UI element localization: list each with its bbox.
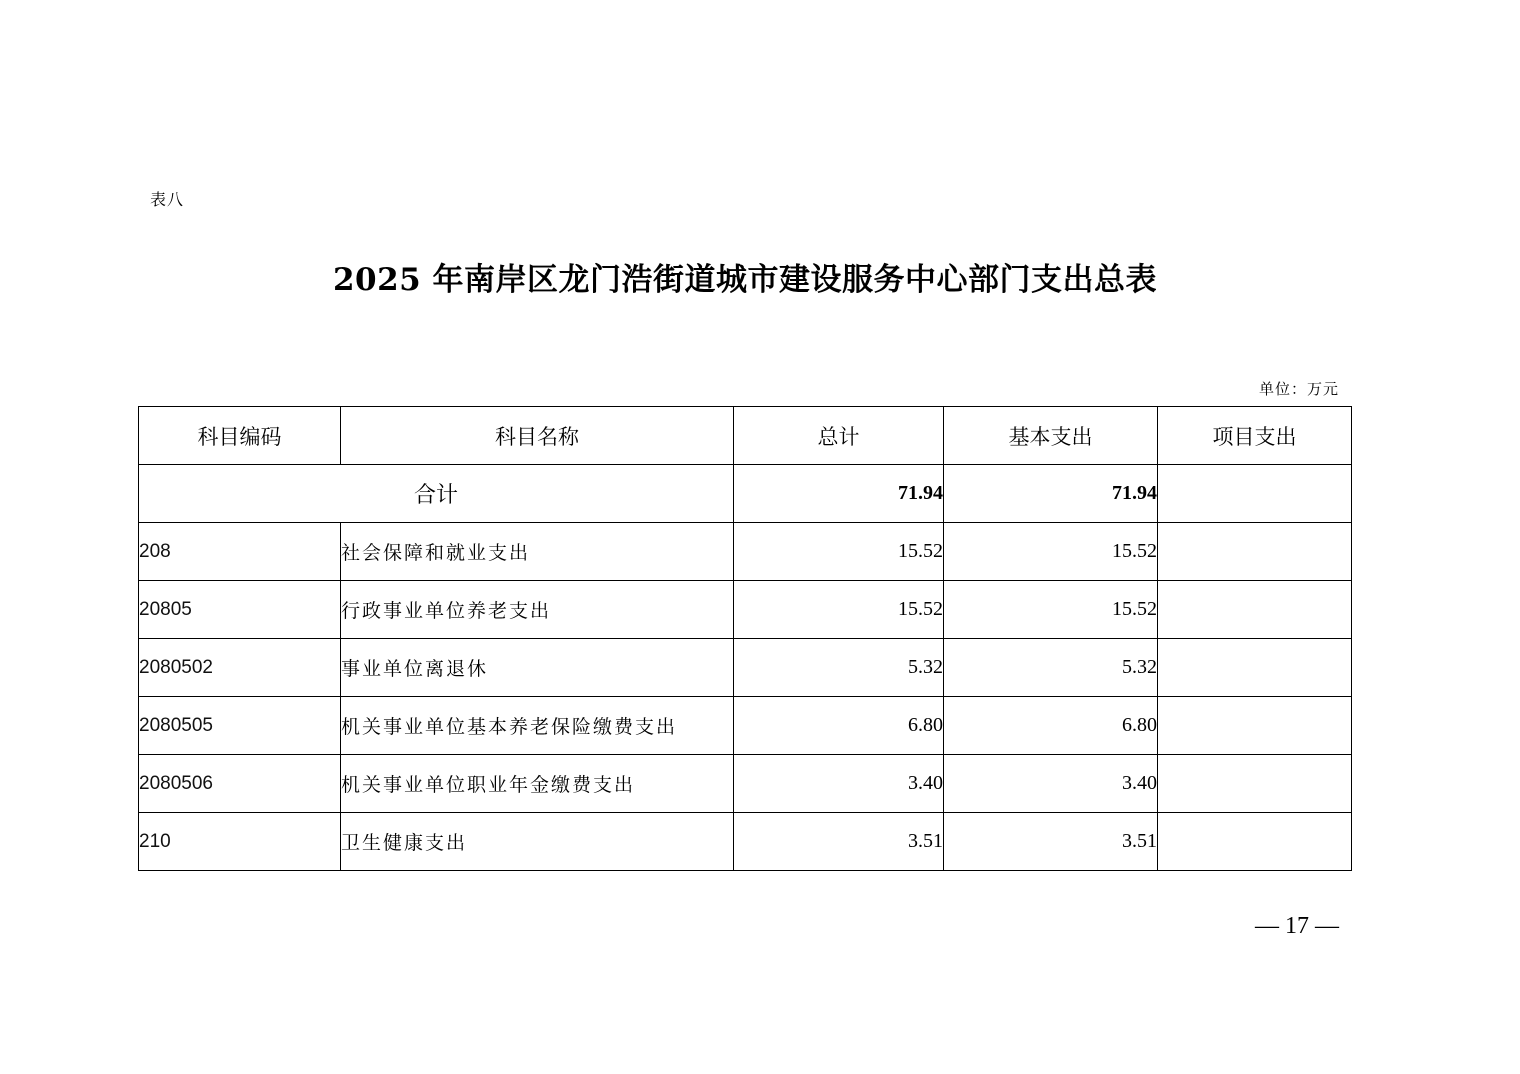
unit-label: 单位：万元 xyxy=(1258,380,1339,398)
name-cell: 卫生健康支出 xyxy=(341,813,734,871)
column-header-basic: 基本支出 xyxy=(944,407,1158,465)
code-cell: 20805 xyxy=(139,581,341,639)
total-cell: 3.40 xyxy=(734,755,944,813)
table-row xyxy=(139,639,1352,697)
project-cell xyxy=(1158,465,1352,523)
basic-cell: 15.52 xyxy=(944,523,1158,581)
total-cell: 71.94 xyxy=(734,465,944,523)
column-header-project: 项目支出 xyxy=(1158,407,1352,465)
total-row xyxy=(139,465,1352,523)
project-cell xyxy=(1158,581,1352,639)
column-header-total: 总计 xyxy=(734,407,944,465)
expenditure-table xyxy=(138,406,1352,871)
table-row xyxy=(139,581,1352,639)
total-cell: 3.51 xyxy=(734,813,944,871)
total-cell: 5.32 xyxy=(734,639,944,697)
total-label: 合计 xyxy=(139,465,734,523)
code-cell: 208 xyxy=(139,523,341,581)
column-header-code: 科目编码 xyxy=(139,407,341,465)
table-label: 表八 xyxy=(150,190,185,209)
basic-cell: 5.32 xyxy=(944,639,1158,697)
table-header-row xyxy=(139,407,1352,465)
total-cell: 15.52 xyxy=(734,581,944,639)
column-header-name: 科目名称 xyxy=(341,407,734,465)
basic-cell: 3.40 xyxy=(944,755,1158,813)
table-row xyxy=(139,523,1352,581)
code-cell: 210 xyxy=(139,813,341,871)
table-row xyxy=(139,813,1352,871)
project-cell xyxy=(1158,639,1352,697)
document-title: 2025 年南岸区龙门浩街道城市建设服务中心部门支出总表 xyxy=(332,262,1158,298)
name-cell: 社会保障和就业支出 xyxy=(341,523,734,581)
project-cell xyxy=(1158,697,1352,755)
project-cell xyxy=(1158,523,1352,581)
code-cell: 2080502 xyxy=(139,639,341,697)
page-number: — 17 — xyxy=(1255,913,1339,939)
project-cell xyxy=(1158,755,1352,813)
basic-cell: 15.52 xyxy=(944,581,1158,639)
basic-cell: 71.94 xyxy=(944,465,1158,523)
basic-cell: 3.51 xyxy=(944,813,1158,871)
table-row xyxy=(139,755,1352,813)
code-cell: 2080506 xyxy=(139,755,341,813)
name-cell: 行政事业单位养老支出 xyxy=(341,581,734,639)
code-cell: 2080505 xyxy=(139,697,341,755)
project-cell xyxy=(1158,813,1352,871)
total-cell: 15.52 xyxy=(734,523,944,581)
table-row xyxy=(139,697,1352,755)
basic-cell: 6.80 xyxy=(944,697,1158,755)
name-cell: 机关事业单位基本养老保险缴费支出 xyxy=(341,697,734,755)
name-cell: 机关事业单位职业年金缴费支出 xyxy=(341,755,734,813)
total-cell: 6.80 xyxy=(734,697,944,755)
name-cell: 事业单位离退休 xyxy=(341,639,734,697)
